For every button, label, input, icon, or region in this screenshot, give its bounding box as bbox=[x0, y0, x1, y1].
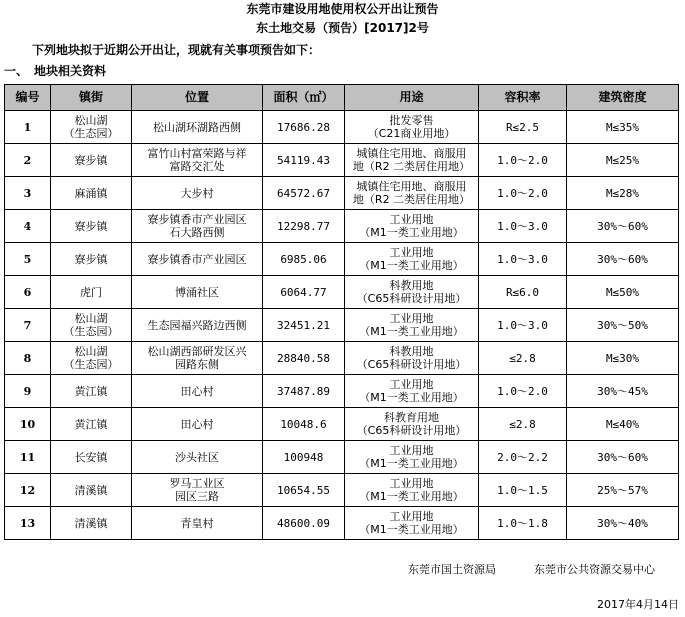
row-number: 13 bbox=[5, 507, 51, 540]
location-cell: 松山湖西部研发区兴 园路东侧 bbox=[132, 342, 263, 375]
location-cell: 大步村 bbox=[132, 177, 263, 210]
town-cell: 麻涌镇 bbox=[51, 177, 132, 210]
density-cell: 25%～57% bbox=[567, 474, 679, 507]
table-row bbox=[5, 210, 679, 243]
area-cell: 28840.58 bbox=[263, 342, 345, 375]
location-cell: 田心村 bbox=[132, 375, 263, 408]
row-number: 9 bbox=[5, 375, 51, 408]
density-cell: M≤30% bbox=[567, 342, 679, 375]
area-cell: 17686.28 bbox=[263, 111, 345, 144]
row-number: 6 bbox=[5, 276, 51, 309]
far-cell: 1.0～3.0 bbox=[479, 243, 567, 276]
document-subtitle: 东土地交易（预告）[2017]2号 bbox=[256, 21, 429, 35]
table-row bbox=[5, 408, 679, 441]
use-cell: 工业用地 （M1一类工业用地） bbox=[345, 210, 479, 243]
density-cell: M≤50% bbox=[567, 276, 679, 309]
density-cell: 30%～60% bbox=[567, 243, 679, 276]
far-cell: 1.0～1.5 bbox=[479, 474, 567, 507]
row-number: 2 bbox=[5, 144, 51, 177]
far-cell: 1.0～3.0 bbox=[479, 210, 567, 243]
far-cell: R≤6.0 bbox=[479, 276, 567, 309]
density-cell: 30%～40% bbox=[567, 507, 679, 540]
town-cell: 寮步镇 bbox=[51, 144, 132, 177]
use-cell: 科教用地 （C65科研设计用地） bbox=[345, 276, 479, 309]
area-cell: 10048.6 bbox=[263, 408, 345, 441]
density-cell: M≤35% bbox=[567, 111, 679, 144]
far-cell: 2.0～2.2 bbox=[479, 441, 567, 474]
town-cell: 寮步镇 bbox=[51, 243, 132, 276]
row-number: 4 bbox=[5, 210, 51, 243]
town-cell: 松山湖 （生态园） bbox=[51, 111, 132, 144]
density-cell: 30%～60% bbox=[567, 441, 679, 474]
area-cell: 100948 bbox=[263, 441, 345, 474]
row-number: 3 bbox=[5, 177, 51, 210]
town-cell: 清溪镇 bbox=[51, 474, 132, 507]
town-cell: 清溪镇 bbox=[51, 507, 132, 540]
table-row bbox=[5, 111, 679, 144]
row-number: 8 bbox=[5, 342, 51, 375]
location-cell: 松山湖环湖路西侧 bbox=[132, 111, 263, 144]
area-cell: 64572.67 bbox=[263, 177, 345, 210]
location-cell: 罗马工业区 园区三路 bbox=[132, 474, 263, 507]
far-cell: 1.0～3.0 bbox=[479, 309, 567, 342]
area-cell: 6985.06 bbox=[263, 243, 345, 276]
area-cell: 54119.43 bbox=[263, 144, 345, 177]
column-header: 镇街 bbox=[51, 85, 132, 111]
town-cell: 黄江镇 bbox=[51, 408, 132, 441]
density-cell: M≤28% bbox=[567, 177, 679, 210]
column-header: 编号 bbox=[5, 85, 51, 111]
row-number: 7 bbox=[5, 309, 51, 342]
use-cell: 批发零售 （C21商业用地） bbox=[345, 111, 479, 144]
issuer-land-bureau: 东莞市国土资源局 bbox=[408, 563, 496, 576]
density-cell: 30%～60% bbox=[567, 210, 679, 243]
town-cell: 黄江镇 bbox=[51, 375, 132, 408]
density-cell: 30%～50% bbox=[567, 309, 679, 342]
row-number: 10 bbox=[5, 408, 51, 441]
table-row bbox=[5, 177, 679, 210]
town-cell: 松山湖 （生态园） bbox=[51, 309, 132, 342]
area-cell: 10654.55 bbox=[263, 474, 345, 507]
table-row bbox=[5, 441, 679, 474]
far-cell: ≤2.8 bbox=[479, 408, 567, 441]
use-cell: 科教用地 （C65科研设计用地） bbox=[345, 342, 479, 375]
density-cell: M≤25% bbox=[567, 144, 679, 177]
table-row bbox=[5, 474, 679, 507]
use-cell: 城镇住宅用地、商服用 地（R2 二类居住用地） bbox=[345, 177, 479, 210]
intro-text: 下列地块拟于近期公开出让，现就有关事项预告如下： bbox=[32, 43, 321, 57]
location-cell: 青皇村 bbox=[132, 507, 263, 540]
town-cell: 寮步镇 bbox=[51, 210, 132, 243]
row-number: 5 bbox=[5, 243, 51, 276]
column-header: 面积（㎡） bbox=[263, 85, 345, 111]
use-cell: 工业用地 （M1一类工业用地） bbox=[345, 375, 479, 408]
far-cell: 1.0～2.0 bbox=[479, 375, 567, 408]
use-cell: 工业用地 （M1一类工业用地） bbox=[345, 309, 479, 342]
use-cell: 科教育用地 （C65科研设计用地） bbox=[345, 408, 479, 441]
document-title: 东莞市建设用地使用权公开出让预告 bbox=[246, 2, 439, 16]
issuer-trading-center: 东莞市公共资源交易中心 bbox=[534, 563, 655, 576]
location-cell: 寮步镇香市产业园区 bbox=[132, 243, 263, 276]
row-number: 11 bbox=[5, 441, 51, 474]
location-cell: 沙头社区 bbox=[132, 441, 263, 474]
far-cell: 1.0～1.8 bbox=[479, 507, 567, 540]
table-row bbox=[5, 276, 679, 309]
area-cell: 48600.09 bbox=[263, 507, 345, 540]
table-row bbox=[5, 342, 679, 375]
use-cell: 工业用地 （M1一类工业用地） bbox=[345, 441, 479, 474]
use-cell: 工业用地 （M1一类工业用地） bbox=[345, 243, 479, 276]
land-parcel-table bbox=[4, 84, 679, 540]
row-number: 12 bbox=[5, 474, 51, 507]
far-cell: 1.0～2.0 bbox=[479, 144, 567, 177]
table-row bbox=[5, 144, 679, 177]
table-row bbox=[5, 309, 679, 342]
far-cell: 1.0～2.0 bbox=[479, 177, 567, 210]
use-cell: 城镇住宅用地、商服用 地（R2 二类居住用地） bbox=[345, 144, 479, 177]
section-heading: 一、 地块相关资料 bbox=[4, 64, 107, 78]
density-cell: M≤40% bbox=[567, 408, 679, 441]
area-cell: 32451.21 bbox=[263, 309, 345, 342]
area-cell: 6064.77 bbox=[263, 276, 345, 309]
column-header: 容积率 bbox=[479, 85, 567, 111]
location-cell: 田心村 bbox=[132, 408, 263, 441]
column-header: 用途 bbox=[345, 85, 479, 111]
area-cell: 12298.77 bbox=[263, 210, 345, 243]
column-header: 位置 bbox=[132, 85, 263, 111]
column-header: 建筑密度 bbox=[567, 85, 679, 111]
use-cell: 工业用地 （M1一类工业用地） bbox=[345, 507, 479, 540]
far-cell: ≤2.8 bbox=[479, 342, 567, 375]
town-cell: 松山湖 （生态园） bbox=[51, 342, 132, 375]
table-header-row bbox=[5, 85, 679, 111]
far-cell: R≤2.5 bbox=[479, 111, 567, 144]
location-cell: 富竹山村富荣路与祥 富路交汇处 bbox=[132, 144, 263, 177]
location-cell: 寮步镇香市产业园区 石大路西侧 bbox=[132, 210, 263, 243]
use-cell: 工业用地 （M1一类工业用地） bbox=[345, 474, 479, 507]
density-cell: 30%～45% bbox=[567, 375, 679, 408]
location-cell: 生态园福兴路边西侧 bbox=[132, 309, 263, 342]
area-cell: 37487.89 bbox=[263, 375, 345, 408]
issue-date: 2017年4月14日 bbox=[597, 598, 679, 611]
table-row bbox=[5, 243, 679, 276]
town-cell: 虎门 bbox=[51, 276, 132, 309]
row-number: 1 bbox=[5, 111, 51, 144]
town-cell: 长安镇 bbox=[51, 441, 132, 474]
table-row bbox=[5, 507, 679, 540]
table-row bbox=[5, 375, 679, 408]
location-cell: 博涌社区 bbox=[132, 276, 263, 309]
